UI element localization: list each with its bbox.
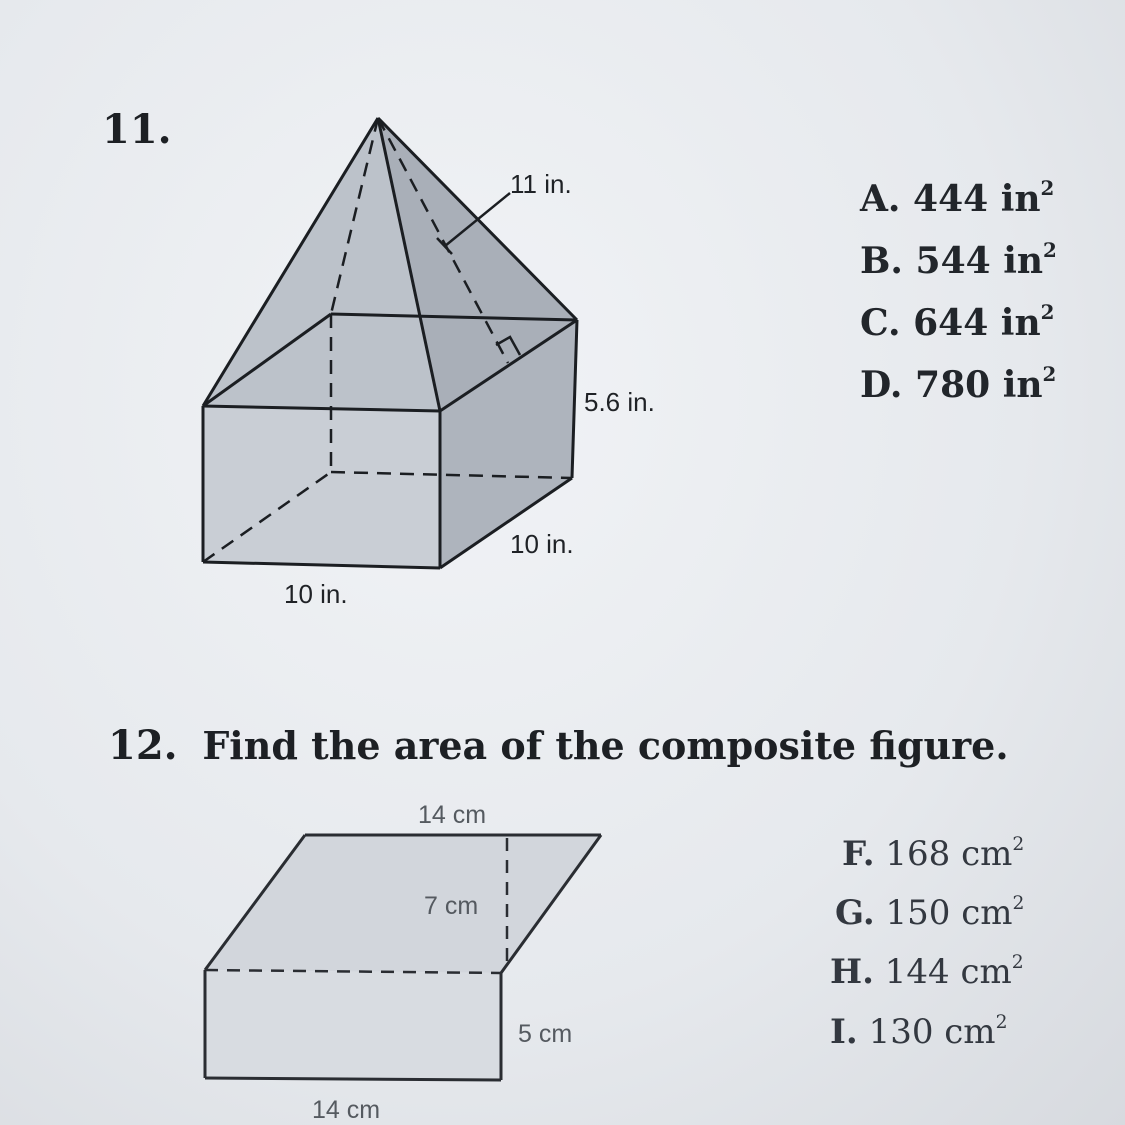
rectangle bbox=[205, 970, 501, 1080]
question-12-prompt: Find the area of the composite figure. bbox=[202, 723, 1009, 768]
label-prism-depth: 10 in. bbox=[510, 529, 574, 559]
label-top-base: 14 cm bbox=[418, 801, 487, 829]
choice-b[interactable]: B. 544 $in^2$ bbox=[860, 238, 1057, 282]
choice-i[interactable]: I. 130 $cm^2$ bbox=[830, 1012, 1008, 1052]
question-11-number: 11. bbox=[102, 106, 172, 153]
label-prism-height: 5.6 in. bbox=[584, 387, 655, 417]
label-rectangle-height: 5 cm bbox=[518, 1020, 573, 1048]
choice-d[interactable]: D. 780 $in^2$ bbox=[860, 362, 1057, 406]
choice-c[interactable]: C. 644 $in^2$ bbox=[860, 300, 1055, 344]
choice-g[interactable]: G. 150 $cm^2$ bbox=[835, 893, 1025, 933]
prism-front-face bbox=[203, 406, 440, 568]
choice-h[interactable]: H. 144 $cm^2$ bbox=[830, 952, 1024, 992]
label-parallelogram-height: 7 cm bbox=[424, 892, 479, 920]
label-prism-width: 10 in. bbox=[284, 579, 348, 609]
question-12-header bbox=[108, 722, 1009, 769]
choice-f[interactable]: F. 168 $cm^2$ bbox=[842, 834, 1025, 874]
label-slant-height: 11 in. bbox=[510, 169, 572, 199]
choice-a[interactable]: A. 444 $in^2$ bbox=[860, 176, 1055, 220]
parallelogram bbox=[205, 835, 601, 973]
label-bottom-base: 14 cm bbox=[312, 1096, 381, 1124]
question-12-number: 12. bbox=[108, 722, 178, 769]
